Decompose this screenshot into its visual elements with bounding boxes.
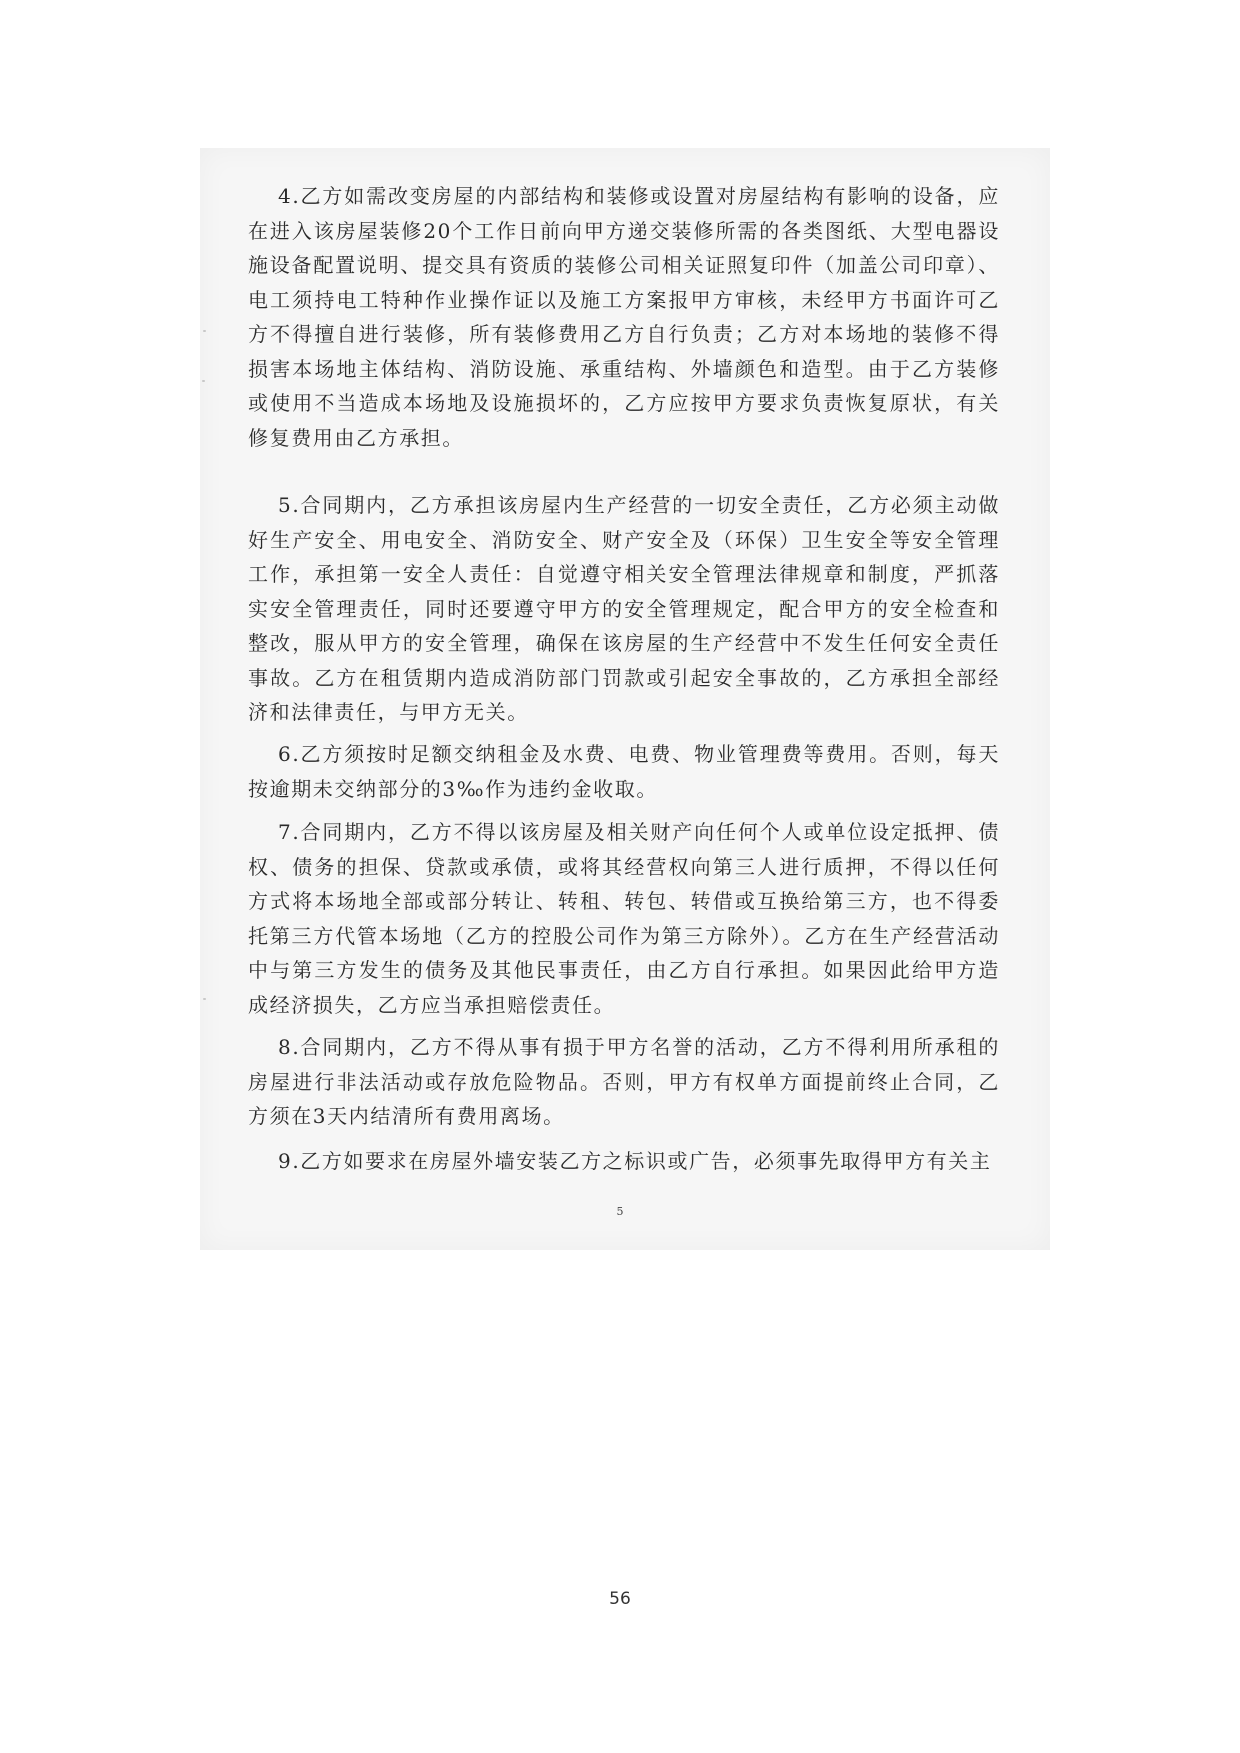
page-number: 56 bbox=[609, 1589, 631, 1609]
clause-9: 9.乙方如要求在房屋外墙安装乙方之标识或广告，必须事先取得甲方有关主 bbox=[278, 1149, 992, 1173]
clause-5: 5.合同期内，乙方承担该房屋内生产经营的一切安全责任，乙方必须主动做好生产安全、用电安全、消防安全、财产安全及（环保）卫生安全等安全管理工作，承担第一安全人责任：自觉遵守相关安全管理法律规章和制度，严抓落实安全管理责任，同时还要遵守甲方的安全管理规定，配合甲方的安全检查和整改，服从甲方的安全管理，确保在该房屋的生产经营中不发生任何安全责任事故。乙方在租赁期内造成消防部门罚款或引起安全事故的，乙方承担全部经济和法律责任，与甲方无关。 bbox=[248, 493, 1000, 724]
clause-8: 8.合同期内，乙方不得从事有损于甲方名誉的活动，乙方不得利用所承租的房屋进行非法活动或存放危险物品。否则，甲方有权单方面提前终止合同，乙方须在3天内结清所有费用离场。 bbox=[248, 1035, 1000, 1128]
clause-6: 6.乙方须按时足额交纳租金及水费、电费、物业管理费等费用。否则，每天按逾期未交纳部分的3‰作为违约金收取。 bbox=[248, 742, 1000, 801]
scan-speck bbox=[203, 330, 206, 332]
clause-4: 4.乙方如需改变房屋的内部结构和装修或设置对房屋结构有影响的设备，应在进入该房屋装修20个工作日前向甲方递交装修所需的各类图纸、大型电器设施设备配置说明、提交具有资质的装修公司相关证照复印件（加盖公司印章）、电工须持电工特种作业操作证以及施工方案报甲方审核，未经甲方书面许可乙方不得擅自进行装修，所有装修费用乙方自行负责；乙方对本场地的装修不得损害本场地主体结构、消防设施、承重结构、外墙颜色和造型。由于乙方装修或使用不当造成本场地及设施损坏的，乙方应按甲方要求负责恢复原状，有关修复费用由乙方承担。 bbox=[248, 184, 1000, 450]
scan-speck bbox=[202, 380, 205, 382]
scan-speck bbox=[203, 998, 206, 1000]
clause-7: 7.合同期内，乙方不得以该房屋及相关财产向任何个人或单位设定抵押、债权、债务的担保、贷款或承债，或将其经营权向第三人进行质押，不得以任何方式将本场地全部或部分转让、转租、转包、转借或互换给第三方，也不得委托第三方代管本场地（乙方的控股公司作为第三方除外）。乙方在生产经营活动中与第三方发生的债务及其他民事责任，由乙方自行承担。如果因此给甲方造成经济损失，乙方应当承担赔偿责任。 bbox=[248, 820, 1000, 1017]
scan-page-number: 5 bbox=[616, 1205, 624, 1218]
